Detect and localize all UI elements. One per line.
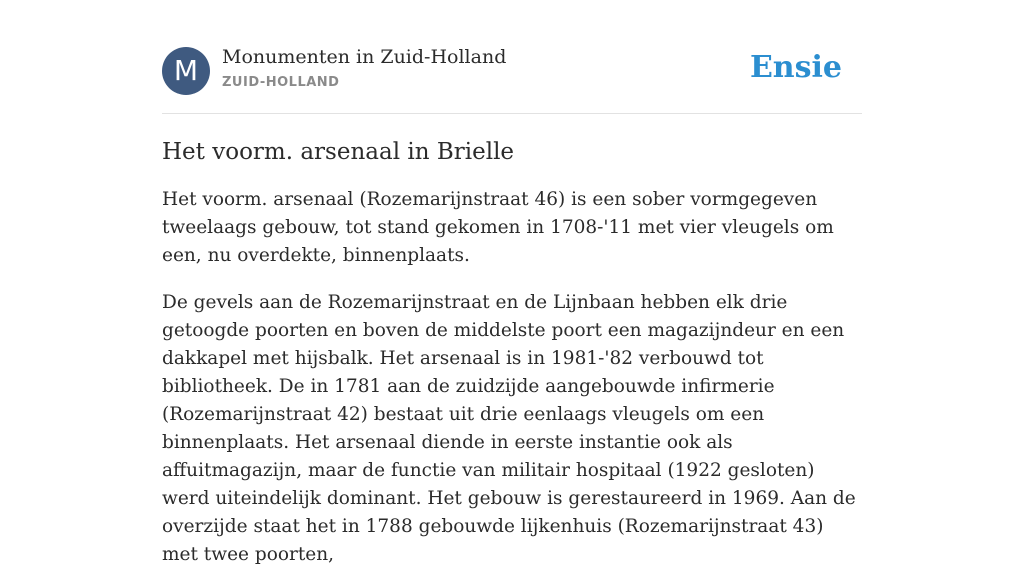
article-paragraph-2: De gevels aan de Rozemarijnstraat en de Lijnbaan hebben elk drie getoogde poorten en boven de middelste poort een magazijndeur en een dakkapel met hijsbalk. Het arsenaal is in 1981-'82 verbouwd tot bibliotheek. De in 1781 aan de zuidzijde aangebouwde infirmerie (Rozemarijnstraat 42) bestaat uit drie eenlaags vleugels om een binnenplaats. Het arsenaal diende in eerste instantie ook als affuitmagazijn, maar de functie van militair hospitaal (1922 gesloten) werd uiteindelijk dominant. Het gebouw is gerestaureerd in 1969. Aan de overzijde staat het in 1788 gebouwde lijkenhuis (Rozemarijnstraat 43) met twee poorten,	[162, 292, 856, 565]
article-paragraph-1: Het voorm. arsenaal (Rozemarijnstraat 46) is een sober vormgegeven tweelaags gebouw, tot stand gekomen in 1708-'11 met vier vleugels om een, nu overdekte, binnenplaats.	[162, 189, 834, 266]
header-divider	[162, 113, 862, 114]
article-title: Het voorm. arsenaal in Brielle	[162, 139, 515, 165]
ensie-logo-link[interactable]: Ensie	[749, 50, 842, 85]
source-subtitle: ZUID-HOLLAND	[222, 75, 340, 90]
source-avatar[interactable]: M	[162, 47, 210, 95]
article	[162, 136, 862, 588]
source-title-link[interactable]: Monumenten in Zuid-Holland	[222, 46, 507, 68]
header	[162, 46, 862, 96]
